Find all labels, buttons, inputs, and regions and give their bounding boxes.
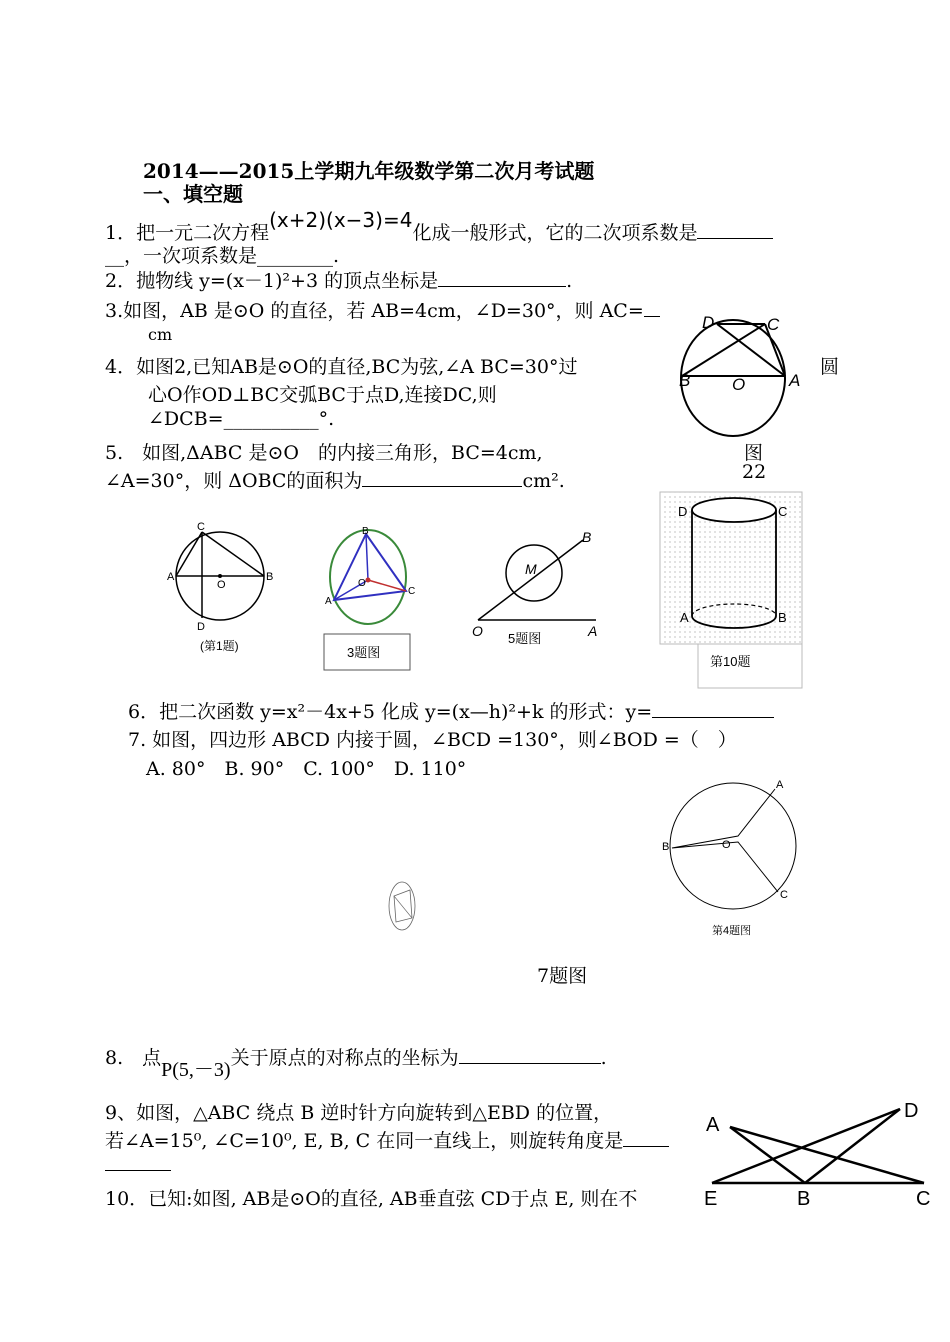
fig4-caption: 第4题图 — [712, 925, 752, 937]
q1-equation: (x+2)(x−3)=4 — [269, 208, 413, 232]
q5-unit: cm². — [522, 470, 565, 492]
q2-end: . — [566, 270, 573, 292]
figure-9 — [700, 1095, 940, 1210]
question-9-line2 — [105, 1126, 669, 1153]
figure-22-circle — [670, 308, 820, 438]
q8-blank[interactable] — [459, 1045, 601, 1064]
question-7-options: A. 80° B. 90° C. 100° D. 110° — [146, 758, 467, 780]
question-3-unit: cm — [148, 325, 173, 344]
fig10-label-b: B — [778, 610, 787, 625]
fig9-label-c: C — [916, 1188, 931, 1210]
question-5-line1: 5. 如图,ΔABC 是⊙O 的内接三角形，BC=4cm, — [105, 442, 543, 464]
fig4-label-o: O — [722, 839, 731, 851]
question-7-line1: 7. 如图，四边形 ABCD 内接于圆，∠BCD =130°，则∠BOD =（ ） — [128, 729, 737, 751]
fig4-label-a: A — [776, 779, 784, 791]
q2-text: 2．抛物线 y=(x－1)²+3 的顶点坐标是 — [105, 270, 439, 292]
fig1-label-a: A — [167, 571, 175, 583]
figure-7-small — [384, 876, 424, 936]
fig9-label-d: D — [904, 1100, 919, 1122]
question-5-line2 — [105, 466, 565, 493]
fig3-label-b: B — [362, 526, 369, 537]
q1-suffix: 化成一般形式，它的二次项系数是 — [412, 222, 698, 244]
figure-22-caption-1: 图 — [744, 442, 764, 464]
question-3 — [105, 296, 660, 323]
question-4-line3: ∠DCB=__________°. — [148, 408, 335, 430]
fig10-label-a: A — [680, 610, 689, 625]
fig3-label-a: A — [325, 596, 332, 607]
question-9-line1: 9、如图，△ABC 绕点 B 逆时针方向旋转到△EBD 的位置， — [105, 1102, 613, 1124]
q6-text: 6．把二次函数 y=x²－4x+5 化成 y=(x—h)²+k 的形式：y= — [128, 701, 653, 723]
fig1-label-d: D — [197, 621, 205, 633]
fig10-label-d: D — [678, 504, 688, 519]
fig1-label-c: C — [197, 521, 205, 533]
fig5-label-o: O — [472, 623, 483, 639]
question-1-line2: __，一次项系数是________. — [105, 245, 340, 267]
q3-blank[interactable] — [644, 298, 660, 317]
figure-5 — [468, 528, 603, 653]
fig5-label-m: M — [525, 561, 537, 577]
fig3-label-c: C — [408, 586, 416, 597]
question-4-line2: 心O作OD⊥BC交弧BC于点D,连接DC,则 — [148, 384, 497, 406]
q5-text: ∠A=30°，则 ΔOBC的面积为 — [105, 470, 363, 492]
question-8 — [105, 1041, 607, 1081]
question-9-blank-continued[interactable] — [105, 1152, 171, 1171]
fig5-label-b: B — [582, 529, 592, 545]
fig4-label-c: C — [780, 889, 788, 901]
question-7-caption: 7题图 — [537, 965, 588, 987]
q8-point: P(5,－3) — [161, 1059, 231, 1081]
q8-end: . — [600, 1047, 607, 1069]
page-title: 2014——2015上学期九年级数学第二次月考试题 — [143, 159, 595, 183]
q9-text: 若∠A=15⁰, ∠C=10⁰, E, B, C 在同一直线上，则旋转角度是 — [105, 1130, 624, 1152]
q2-blank[interactable] — [438, 268, 566, 287]
fig3-caption: 3题图 — [347, 645, 381, 660]
fig22-label-a: A — [789, 371, 801, 390]
fig10-label-c: C — [778, 504, 788, 519]
fig5-label-a: A — [588, 623, 598, 639]
question-10: 10．已知:如图, AB是⊙O的直径, AB垂直弦 CD于点 E, 则在不 — [105, 1188, 638, 1210]
q8-prefix: 8. 点 — [105, 1047, 162, 1069]
question-2 — [105, 266, 572, 293]
fig22-label-b: B — [679, 371, 691, 390]
figure-4 — [660, 772, 805, 942]
q1-prefix: 1．把一元二次方程 — [105, 222, 270, 244]
figure-10-cylinder — [658, 490, 806, 690]
q3-text: 3.如图，AB 是⊙O 的直径，若 AB=4cm，∠D=30°，则 AC= — [105, 300, 644, 322]
question-4-line1: 4．如图2,已知AB是⊙O的直径,BC为弦,∠A BC=30°过 — [105, 356, 578, 378]
fig22-label-o: O — [732, 375, 746, 394]
fig10-caption: 第10题 — [710, 654, 751, 669]
question-6 — [128, 697, 774, 724]
figure-3 — [322, 524, 417, 674]
q9-blank[interactable] — [623, 1128, 669, 1147]
figure-22-caption-2: 22 — [742, 461, 767, 483]
figure-1 — [162, 518, 282, 658]
fig1-label-b: B — [266, 571, 274, 583]
fig9-label-b: B — [797, 1188, 811, 1210]
fig3-label-o: O — [358, 578, 366, 589]
fig1-label-o: O — [217, 579, 226, 591]
fig22-label-c: C — [767, 315, 780, 334]
fig5-caption: 5题图 — [508, 631, 542, 646]
fig4-label-b: B — [662, 841, 670, 853]
fig9-label-e: E — [704, 1188, 718, 1210]
question-4-tail: 圆 — [820, 356, 840, 378]
section-heading: 一、填空题 — [143, 182, 243, 206]
fig22-label-d: D — [702, 313, 715, 332]
q6-blank[interactable] — [652, 699, 774, 718]
q1-blank[interactable] — [697, 220, 773, 239]
q5-blank[interactable] — [362, 468, 522, 487]
fig9-label-a: A — [706, 1114, 720, 1136]
q8-suffix: 关于原点的对称点的坐标为 — [230, 1047, 459, 1069]
fig1-caption: (第1题) — [200, 639, 239, 653]
